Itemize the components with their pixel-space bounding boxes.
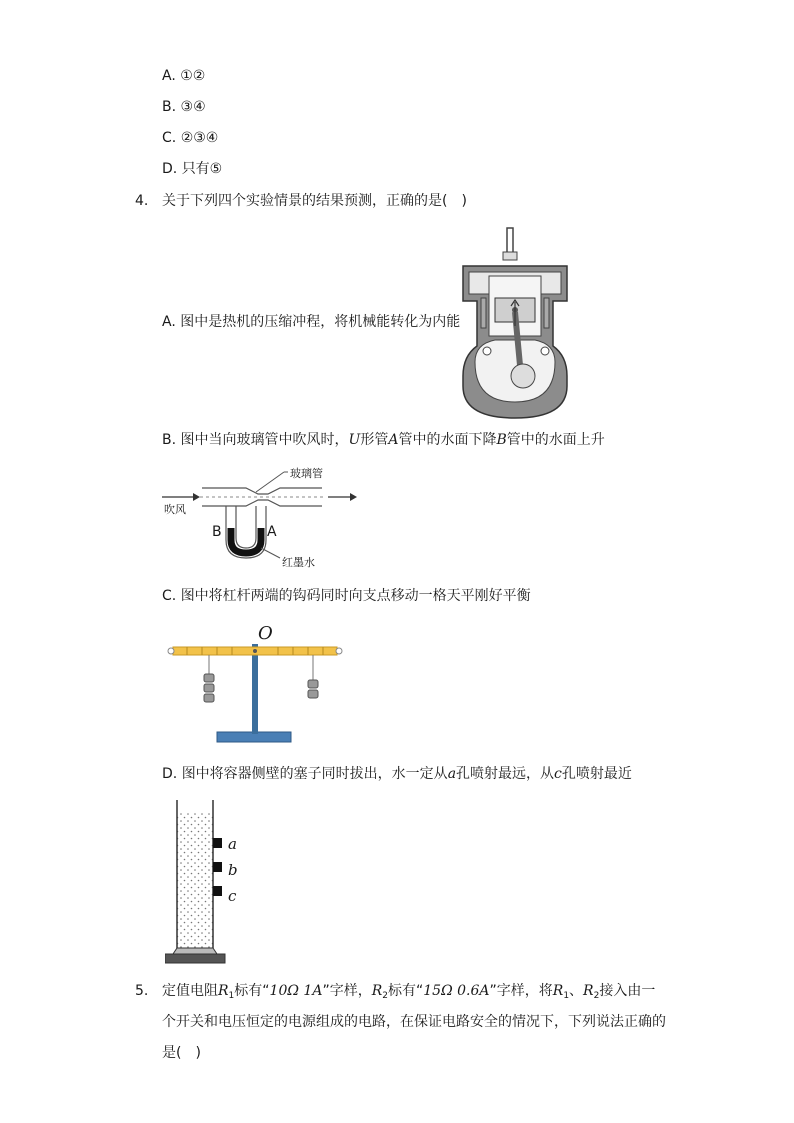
q4-option-d: D. 图中将容器侧壁的塞子同时拔出，水一定从a孔喷射最远，从c孔喷射最近: [162, 766, 632, 782]
engine-figure: [455, 226, 575, 422]
option-c: C. ②③④: [162, 130, 219, 146]
hole-a-label: a: [228, 835, 237, 853]
tube-a-label: A: [267, 524, 277, 540]
glass-tube-label: 玻璃管: [290, 467, 323, 480]
question-5-line-1: 定值电阻$R_1$标有“10Ω 1A”字样，$R_2$标有“15Ω 0.6A”字样，将$R_1$、$R_2$接入由一: [162, 983, 656, 1001]
option-a: A. ①②: [162, 68, 206, 84]
tube-b-label: B: [212, 524, 222, 540]
q4-option-a: A. 图中是热机的压缩冲程，将机械能转化为内能: [162, 314, 461, 330]
question-4-number: 4.: [135, 193, 149, 209]
option-b: B. ③④: [162, 99, 206, 115]
lever-figure: [165, 628, 345, 746]
question-5-line-2: 个开关和电压恒定的电源组成的电路，在保证电路安全的情况下，下列说法正确的: [162, 1014, 666, 1030]
q4-option-a-text: 图中是热机的压缩冲程，将机械能转化为内能: [180, 314, 461, 330]
question-5-line-3: 是( ): [162, 1045, 201, 1061]
wind-label: 吹风: [164, 503, 186, 516]
hole-b-label: b: [228, 861, 238, 879]
option-d-text: 只有⑤: [181, 161, 223, 177]
red-ink-label: 红墨水: [282, 556, 315, 569]
question-4-stem: 关于下列四个实验情景的结果预测，正确的是( ): [162, 193, 467, 209]
q4-option-c-text: 图中将杠杆两端的钩码同时向支点移动一格天平刚好平衡: [180, 588, 531, 604]
container-figure: [165, 798, 245, 966]
option-c-text: ②③④: [180, 130, 219, 146]
option-a-text: ①②: [180, 68, 206, 84]
u-tube-figure: [160, 462, 365, 572]
option-d: D. 只有⑤: [162, 161, 223, 177]
option-b-text: ③④: [180, 99, 206, 115]
fulcrum-label: O: [258, 623, 273, 644]
q4-option-b: B. 图中当向玻璃管中吹风时，U形管A管中的水面下降B管中的水面上升: [162, 432, 605, 448]
q4-option-c: C. 图中将杠杆两端的钩码同时向支点移动一格天平刚好平衡: [162, 588, 531, 604]
question-5-number: 5.: [135, 983, 149, 999]
hole-c-label: c: [228, 887, 237, 905]
